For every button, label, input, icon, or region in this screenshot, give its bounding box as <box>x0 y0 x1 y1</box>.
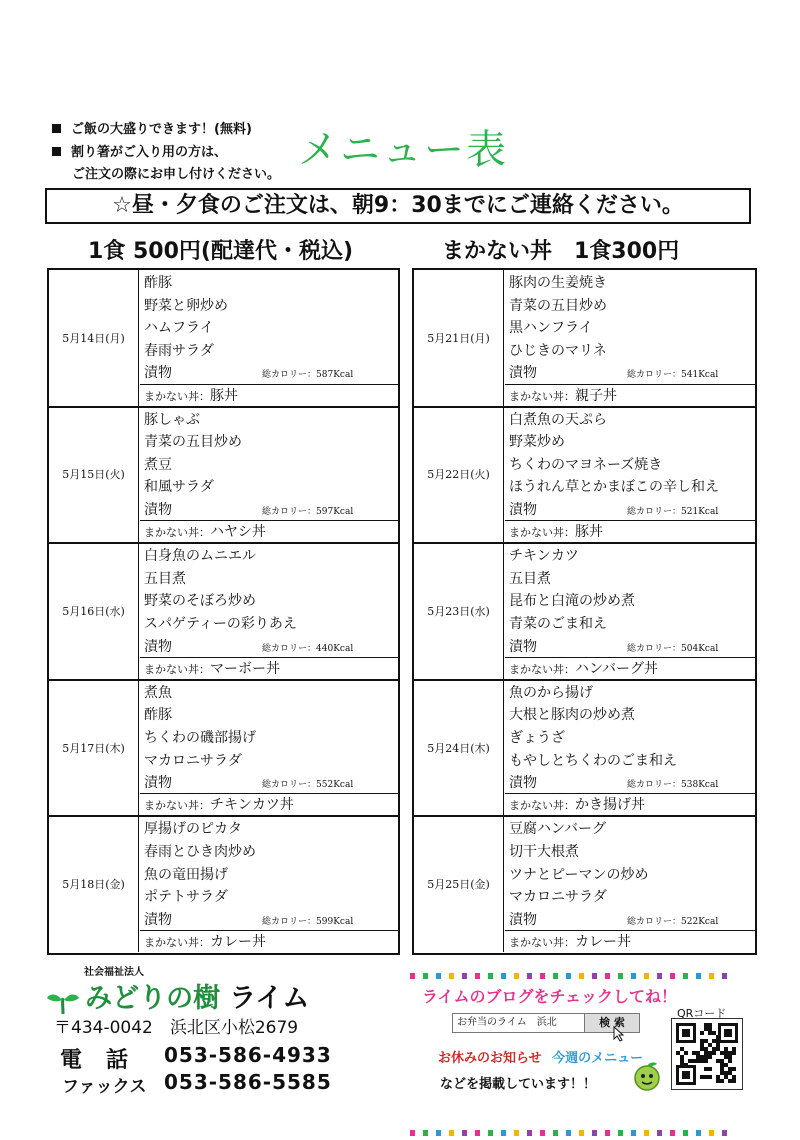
calorie-label: 総カロリー： <box>262 780 317 791</box>
confetti-dot <box>709 1130 714 1136</box>
don-label: まかない丼： <box>509 526 575 540</box>
confetti-dot <box>592 973 597 979</box>
calorie-value: 541Kcal <box>681 370 719 381</box>
pickle-item: 漬物 <box>144 501 172 518</box>
day-items <box>140 543 398 679</box>
don-label: まかない丼： <box>144 526 210 540</box>
confetti-dot <box>696 1130 701 1136</box>
menu-item: 白煮魚の天ぷら <box>509 411 607 428</box>
confetti-dot <box>683 973 688 979</box>
don-label: まかない丼： <box>509 389 575 403</box>
pickle-item: 漬物 <box>509 775 537 792</box>
menu-item: 五目煮 <box>509 570 551 587</box>
note-large-rice: ご飯の大盛りできます！(無料) <box>52 118 252 137</box>
confetti-dot <box>670 973 675 979</box>
org-logo <box>46 976 309 1016</box>
confetti-dot <box>527 973 532 979</box>
confetti-dot <box>579 1130 584 1136</box>
menu-item: 煮豆 <box>144 456 172 473</box>
confetti-bottom <box>410 1121 735 1127</box>
menu-item: 春雨とひき肉炒め <box>144 843 256 860</box>
don-value: 豚丼 <box>575 524 603 541</box>
day-date: 5月15日(火) <box>49 407 139 543</box>
day-items <box>140 816 398 952</box>
tel-label: 電 話 <box>60 1048 130 1073</box>
don-value: カレー丼 <box>575 933 631 950</box>
confetti-dot <box>449 1130 454 1136</box>
qr-code <box>671 1018 743 1090</box>
weekly-menu-link[interactable]: 今週のメニュー <box>552 1051 644 1066</box>
day-menu <box>49 816 398 952</box>
calorie-value: 599Kcal <box>316 916 354 927</box>
menu-item: 春雨サラダ <box>144 342 214 359</box>
bullet-square-icon <box>52 147 61 156</box>
confetti-dot <box>540 973 545 979</box>
day-date: 5月16日(水) <box>49 543 139 679</box>
confetti-dot <box>566 973 571 979</box>
menu-item: スパゲティーの彩りあえ <box>144 615 297 632</box>
menu-item: 青菜の五目炒め <box>144 434 242 451</box>
price-meal: 1食 500円(配達代・税込) <box>88 239 353 264</box>
qr-label: QRコード <box>677 1007 727 1020</box>
qr-code-icon <box>672 1019 742 1089</box>
address: 〒434-0042 浜北区小松2679 <box>54 1018 299 1038</box>
don-row <box>140 384 398 406</box>
don-row <box>140 657 398 679</box>
calorie-label: 総カロリー： <box>627 643 682 654</box>
day-menu <box>49 270 398 406</box>
menu-item: 煮魚 <box>144 684 172 701</box>
don-row <box>505 520 755 542</box>
day-date: 5月23日(水) <box>414 543 504 679</box>
calorie-value: 597Kcal <box>316 506 354 517</box>
day-date: 5月25日(金) <box>414 816 504 952</box>
pickle-item: 漬物 <box>144 911 172 928</box>
confetti-dot <box>631 973 636 979</box>
menu-item: 五目煮 <box>144 570 186 587</box>
org-name: みどりの樹 <box>85 983 221 1014</box>
day-menu <box>414 407 755 543</box>
calorie-label: 総カロリー： <box>627 506 682 517</box>
don-label: まかない丼： <box>144 799 210 813</box>
pickle-item: 漬物 <box>144 775 172 792</box>
don-label: まかない丼： <box>144 389 210 403</box>
menu-item: 野菜のそぼろ炒め <box>144 593 256 610</box>
day-items <box>140 270 398 406</box>
don-value: カレー丼 <box>210 933 266 950</box>
confetti-dot <box>462 1130 467 1136</box>
holiday-notice-line <box>438 1047 643 1066</box>
confetti-dot <box>722 1130 727 1136</box>
confetti-dot <box>644 973 649 979</box>
day-items <box>505 407 755 543</box>
price-don: まかない丼 1食300円 <box>442 239 680 264</box>
confetti-dot <box>553 973 558 979</box>
day-date: 5月14日(月) <box>49 270 139 406</box>
menu-item: 野菜炒め <box>509 434 565 451</box>
org-type: 社会福祉法人 <box>84 967 144 978</box>
menu-item: 豚しゃぶ <box>144 411 200 428</box>
confetti-dot <box>605 973 610 979</box>
don-row <box>140 520 398 542</box>
org-brand: ライム <box>229 983 310 1014</box>
menu-item: 酢豚 <box>144 275 172 291</box>
day-menu <box>49 680 398 816</box>
day-menu <box>414 680 755 816</box>
menu-item: 大根と豚肉の炒め煮 <box>509 707 635 724</box>
search-button[interactable]: 検 索 <box>584 1014 639 1032</box>
calorie-value: 504Kcal <box>681 643 719 654</box>
menu-item: 豆腐ハンバーグ <box>509 821 607 838</box>
calorie-label: 総カロリー： <box>262 643 317 654</box>
confetti-dot <box>618 1130 623 1136</box>
confetti-dot <box>722 973 727 979</box>
confetti-dot <box>670 1130 675 1136</box>
don-value: かき揚げ丼 <box>575 797 645 814</box>
confetti-dot <box>423 973 428 979</box>
tel-number: 053-586-4933 <box>164 1043 332 1067</box>
day-items <box>505 816 755 952</box>
calorie-value: 587Kcal <box>316 370 354 381</box>
confetti-dot <box>488 1130 493 1136</box>
confetti-dot <box>462 973 467 979</box>
confetti-dot <box>553 1130 558 1136</box>
day-date: 5月22日(火) <box>414 407 504 543</box>
menu-item: ほうれん草とかまぼこの辛し和え <box>509 479 719 496</box>
confetti-dot <box>618 973 623 979</box>
day-menu <box>49 407 398 543</box>
confetti-dot <box>605 1130 610 1136</box>
confetti-dot <box>631 1130 636 1136</box>
don-row <box>505 793 755 815</box>
don-value: マーボー丼 <box>210 660 280 677</box>
don-value: ハヤシ丼 <box>210 524 266 541</box>
menu-item: ポテトサラダ <box>144 889 228 906</box>
confetti-dot <box>657 973 662 979</box>
calorie-label: 総カロリー： <box>627 916 682 927</box>
menu-item: ちくわのマヨネーズ焼き <box>509 456 663 473</box>
menu-item: 昆布と白滝の炒め煮 <box>509 593 635 610</box>
leaf-logo-icon <box>46 990 80 1016</box>
fax-label: ファックス <box>62 1077 147 1097</box>
menu-item: 野菜と卵炒め <box>144 297 228 314</box>
confetti-dot <box>436 973 441 979</box>
confetti-dot <box>410 973 415 979</box>
order-deadline-banner: ☆昼・夕食のご注文は、朝9：30までにご連絡ください。 <box>45 188 751 224</box>
day-menu <box>49 543 398 679</box>
menu-table-week2 <box>412 268 757 955</box>
confetti-dot <box>423 1130 428 1136</box>
day-date: 5月18日(金) <box>49 816 139 952</box>
confetti-dot <box>475 973 480 979</box>
day-date: 5月21日(月) <box>414 270 504 406</box>
menu-item: 黒ハンフライ <box>509 320 593 337</box>
confetti-dot <box>579 973 584 979</box>
confetti-dot <box>501 973 506 979</box>
day-date: 5月17日(木) <box>49 680 139 816</box>
menu-item: ひじきのマリネ <box>509 342 607 359</box>
pickle-item: 漬物 <box>144 365 172 382</box>
confetti-dot <box>527 1130 532 1136</box>
don-row <box>505 930 755 952</box>
don-row <box>505 657 755 679</box>
note-chopsticks: 割り箸がご入り用の方は、 <box>52 141 227 160</box>
search-query: お弁当のライム 浜北 <box>457 1017 557 1028</box>
menu-item: ちくわの磯部揚げ <box>144 729 256 746</box>
menu-item: もやしとちくわのごま和え <box>509 752 677 769</box>
pickle-item: 漬物 <box>509 638 537 655</box>
confetti-dot <box>592 1130 597 1136</box>
menu-item: ハムフライ <box>144 320 214 337</box>
don-label: まかない丼： <box>509 662 575 676</box>
confetti-dot <box>514 973 519 979</box>
posted-text: などを掲載しています！！ <box>440 1077 597 1092</box>
page-title: メニュー表 <box>298 127 508 173</box>
calorie-label: 総カロリー： <box>262 506 317 517</box>
day-date: 5月24日(木) <box>414 680 504 816</box>
pickle-item: 漬物 <box>509 365 537 382</box>
calorie-label: 総カロリー： <box>627 780 682 791</box>
menu-item: ツナとピーマンの炒め <box>509 866 649 883</box>
confetti-dot <box>436 1130 441 1136</box>
day-items <box>505 270 755 406</box>
menu-item: マカロニサラダ <box>509 889 607 906</box>
calorie-label: 総カロリー： <box>627 370 682 381</box>
don-label: まかない丼： <box>144 935 210 949</box>
confetti-dot <box>514 1130 519 1136</box>
don-label: まかない丼： <box>509 799 575 813</box>
calorie-value: 521Kcal <box>681 506 719 517</box>
calorie-value: 440Kcal <box>316 643 354 654</box>
menu-item: 厚揚げのピカタ <box>144 821 242 838</box>
menu-item: 青菜のごま和え <box>509 615 607 632</box>
mascot-lime-icon <box>630 1060 664 1094</box>
confetti-dot <box>644 1130 649 1136</box>
confetti-dot <box>683 1130 688 1136</box>
bullet-square-icon <box>52 124 61 133</box>
blog-title: ライムのブログをチェックしてね！ <box>422 987 678 1006</box>
day-items <box>140 407 398 543</box>
day-items <box>505 543 755 679</box>
menu-item: 酢豚 <box>144 707 172 724</box>
cursor-pointer-icon <box>613 1026 625 1042</box>
don-value: 豚丼 <box>210 387 238 404</box>
menu-item: 和風サラダ <box>144 479 214 496</box>
menu-item: 魚の竜田揚げ <box>144 866 228 883</box>
day-items <box>505 680 755 816</box>
menu-item: 青菜の五目炒め <box>509 297 607 314</box>
menu-item: チキンカツ <box>509 548 579 565</box>
pickle-item: 漬物 <box>144 638 172 655</box>
pickle-item: 漬物 <box>509 911 537 928</box>
menu-item: 切干大根煮 <box>509 843 579 860</box>
day-items <box>140 680 398 816</box>
note-chopsticks-cont: ご注文の際にお申し付けください。 <box>72 167 281 182</box>
confetti-dot <box>540 1130 545 1136</box>
search-box[interactable] <box>452 1013 640 1033</box>
menu-item: 豚肉の生姜焼き <box>509 275 607 291</box>
don-row <box>140 930 398 952</box>
confetti-dot <box>709 973 714 979</box>
confetti-dot <box>449 973 454 979</box>
calorie-label: 総カロリー： <box>262 916 317 927</box>
pickle-item: 漬物 <box>509 501 537 518</box>
don-row <box>140 793 398 815</box>
don-label: まかない丼： <box>509 935 575 949</box>
don-value: チキンカツ丼 <box>210 797 294 814</box>
day-menu <box>414 270 755 406</box>
don-row <box>505 384 755 406</box>
fax-number: 053-586-5585 <box>164 1070 332 1094</box>
confetti-dot <box>696 973 701 979</box>
confetti-dot <box>410 1130 415 1136</box>
menu-item: 白身魚のムニエル <box>144 548 256 565</box>
confetti-dot <box>657 1130 662 1136</box>
confetti-top <box>410 964 735 970</box>
confetti-dot <box>501 1130 506 1136</box>
calorie-value: 552Kcal <box>316 780 354 791</box>
don-value: ハンバーグ丼 <box>575 660 659 677</box>
menu-item: マカロニサラダ <box>144 752 242 769</box>
confetti-dot <box>475 1130 480 1136</box>
day-menu <box>414 816 755 952</box>
menu-table-week1 <box>47 268 400 955</box>
calorie-value: 522Kcal <box>681 916 719 927</box>
confetti-dot <box>566 1130 571 1136</box>
day-menu <box>414 543 755 679</box>
menu-item: 魚のから揚げ <box>509 684 593 701</box>
don-value: 親子丼 <box>575 387 617 404</box>
holiday-notice: お休みのお知らせ <box>438 1051 542 1066</box>
calorie-value: 538Kcal <box>681 780 719 791</box>
don-label: まかない丼： <box>144 662 210 676</box>
menu-item: ぎょうざ <box>509 729 565 746</box>
calorie-label: 総カロリー： <box>262 370 317 381</box>
confetti-dot <box>488 973 493 979</box>
